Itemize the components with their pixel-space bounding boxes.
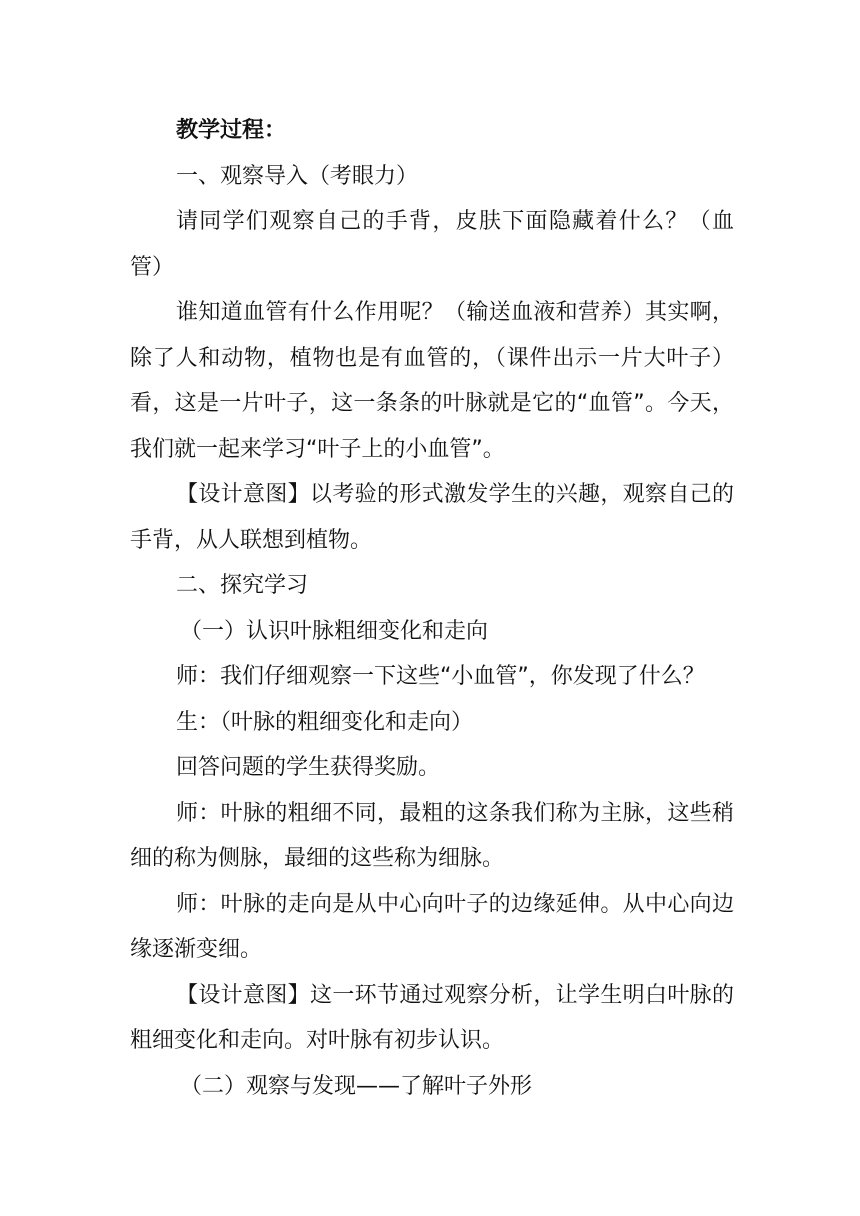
subsection-title: （一）认识叶脉粗细变化和走向 — [180, 618, 489, 644]
design-intent-paragraph: 【设计意图】这一环节通过观察分析，让学生明白叶脉的粗细变化和走向。对叶脉有初步认识。 — [130, 982, 734, 1053]
section-title: 二、探究学习 — [176, 573, 309, 598]
design-intent-paragraph: 【设计意图】以考验的形式激发学生的兴趣，观察自己的手背，从人联想到植物。 — [130, 482, 734, 553]
body-paragraph: 谁知道血管有什么作用呢？（输送血液和营养）其实啊，除了人和动物，植物也是有血管的，（课件出示一片大叶子）看，这是一片叶子，这一条条的叶脉就是它的“血管”。今天，我们就一起来学习“叶子上的小血管”。 — [130, 300, 734, 462]
body-paragraph: 回答问题的学生获得奖励。 — [176, 755, 441, 780]
dialogue-line: 生：（叶脉的粗细变化和走向） — [176, 709, 474, 735]
dialogue-line: 师：叶脉的走向是从中心向叶子的边缘延伸。从中心向边缘逐渐变细。 — [130, 891, 734, 962]
dialogue-line: 师：叶脉的粗细不同，最粗的这条我们称为主脉，这些稍细的称为侧脉，最细的这些称为细脉。 — [130, 800, 734, 871]
teaching-process-heading: 教学过程： — [176, 118, 287, 143]
dialogue-line: 师：我们仔细观察一下这些“小血管”，你发现了什么？ — [176, 664, 705, 689]
section-title: 一、观察导入（考眼力） — [176, 163, 419, 189]
body-paragraph: 请同学们观察自己的手背，皮肤下面隐藏着什么？（血管） — [130, 209, 734, 280]
document-body — [130, 108, 734, 1109]
subsection-title: （二）观察与发现——了解叶子外形 — [180, 1073, 533, 1099]
